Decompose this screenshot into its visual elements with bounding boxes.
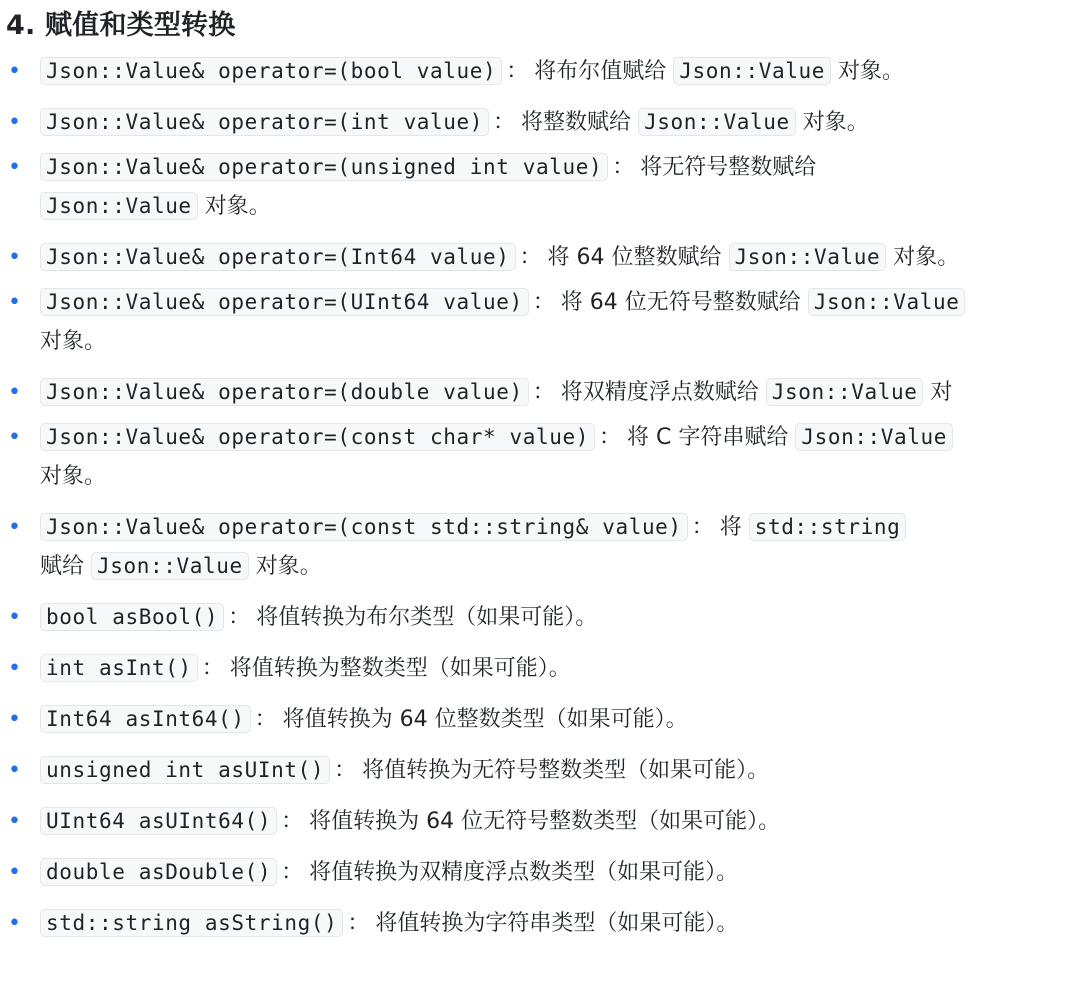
bullet: •: [8, 59, 21, 84]
bullet: •: [8, 425, 21, 450]
description-tail: 对象。: [204, 194, 271, 219]
description: 将值转换为无符号整数类型（如果可能）。: [362, 758, 770, 783]
method-list: [6, 52, 1065, 943]
description: 将 C 字符串赋给: [626, 425, 789, 450]
section-heading: 4. 赋值和类型转换: [6, 10, 236, 41]
list-item: [6, 700, 1065, 739]
code-signature: UInt64 asUInt64(): [40, 807, 277, 835]
description-tail: 对象。: [40, 329, 107, 354]
separator: ：: [598, 425, 621, 450]
code-signature: unsigned int asUInt(): [40, 756, 330, 784]
code-signature: Json::Value& operator=(double value): [40, 378, 529, 406]
description: 将整数赋给: [521, 110, 632, 135]
list-item: [6, 751, 1065, 790]
code-signature: std::string asString(): [40, 909, 343, 937]
description-tail: 对象。: [40, 464, 107, 489]
description: 将值转换为字符串类型（如果可能）。: [375, 911, 739, 936]
separator: ：: [228, 605, 251, 630]
description: 将值转换为整数类型（如果可能）。: [229, 656, 571, 681]
description-tail: 对象。: [837, 59, 904, 84]
code-type: Json::Value: [673, 57, 831, 85]
code-type: Json::Value: [91, 552, 249, 580]
bullet: •: [8, 110, 21, 135]
code-signature: Json::Value& operator=(bool value): [40, 57, 502, 85]
separator: ：: [612, 155, 635, 180]
separator: ：: [201, 656, 224, 681]
description-tail: 对象。: [255, 554, 322, 579]
list-item: [6, 238, 1065, 277]
code-type: Json::Value: [766, 378, 924, 406]
code-signature: Json::Value& operator=(const char* value): [40, 423, 595, 451]
code-type: std::string: [749, 513, 907, 541]
list-item: [6, 283, 1065, 361]
description-tail: 对: [930, 380, 953, 405]
code-signature: Int64 asInt64(): [40, 705, 251, 733]
code-signature: Json::Value& operator=(const std::string& value): [40, 513, 688, 541]
separator: ：: [519, 245, 542, 270]
bullet: •: [8, 809, 21, 834]
bullet: •: [8, 245, 21, 270]
bullet: •: [8, 290, 21, 315]
list-item: [6, 802, 1065, 841]
separator: ：: [691, 515, 714, 540]
description-tail: 对象。: [893, 245, 960, 270]
description: 将值转换为 64 位无符号整数类型（如果可能）。: [309, 809, 781, 834]
description: 将值转换为双精度浮点数类型（如果可能）。: [309, 860, 739, 885]
description: 将值转换为布尔类型（如果可能）。: [256, 605, 598, 630]
bullet: •: [8, 605, 21, 630]
description: 将值转换为 64 位整数类型（如果可能）。: [282, 707, 688, 732]
separator: ：: [347, 911, 370, 936]
separator: ：: [493, 110, 516, 135]
description: 将: [719, 515, 742, 540]
description: 将 64 位无符号整数赋给: [560, 290, 801, 315]
description: 将双精度浮点数赋给: [560, 380, 759, 405]
code-type: Json::Value: [40, 192, 198, 220]
list-item: [6, 418, 1065, 496]
separator: ：: [254, 707, 277, 732]
list-item: [6, 508, 1065, 586]
bullet: •: [8, 860, 21, 885]
list-item: [6, 103, 1065, 142]
code-signature: int asInt(): [40, 654, 198, 682]
list-item: [6, 649, 1065, 688]
separator: ：: [532, 290, 555, 315]
separator: ：: [334, 758, 357, 783]
bullet: •: [8, 656, 21, 681]
separator: ：: [281, 860, 304, 885]
bullet: •: [8, 911, 21, 936]
description: 将布尔值赋给: [534, 59, 667, 84]
list-item: [6, 52, 1065, 91]
bullet: •: [8, 380, 21, 405]
code-signature: Json::Value& operator=(Int64 value): [40, 243, 516, 271]
bullet: •: [8, 758, 21, 783]
bullet: •: [8, 515, 21, 540]
bullet: •: [8, 155, 21, 180]
code-type: Json::Value: [729, 243, 887, 271]
code-signature: double asDouble(): [40, 858, 277, 886]
list-item: [6, 598, 1065, 637]
code-signature: Json::Value& operator=(int value): [40, 108, 489, 136]
description-tail: 对象。: [802, 110, 869, 135]
code-signature: Json::Value& operator=(UInt64 value): [40, 288, 529, 316]
list-item: [6, 148, 1065, 226]
description-mid: 赋给: [40, 554, 85, 579]
separator: ：: [532, 380, 555, 405]
code-signature: bool asBool(): [40, 603, 224, 631]
list-item: [6, 904, 1065, 943]
code-signature: Json::Value& operator=(unsigned int value): [40, 153, 608, 181]
list-item: [6, 373, 1065, 412]
separator: ：: [506, 59, 529, 84]
code-type: Json::Value: [808, 288, 966, 316]
separator: ：: [281, 809, 304, 834]
bullet: •: [8, 707, 21, 732]
code-type: Json::Value: [795, 423, 953, 451]
description: 将无符号整数赋给: [640, 155, 817, 180]
code-type: Json::Value: [638, 108, 796, 136]
list-item: [6, 853, 1065, 892]
description: 将 64 位整数赋给: [547, 245, 722, 270]
